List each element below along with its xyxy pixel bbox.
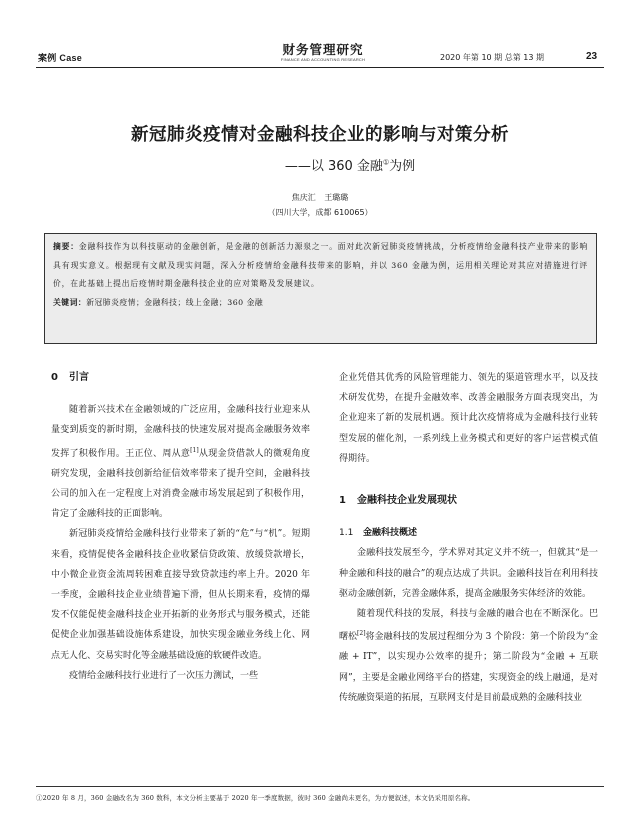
section-heading-1 bbox=[339, 491, 598, 511]
subtitle-text: ——以 360 金融 bbox=[284, 159, 383, 174]
article-title: 新冠肺炎疫情对金融科技企业的影响与对策分析 bbox=[131, 125, 509, 145]
authors: 焦庆汇 王璐璐 bbox=[291, 193, 349, 202]
page-number: 23 bbox=[586, 51, 598, 62]
paragraph-text: 将金融科技的发展过程细分为 3 个阶段：第一个阶段为“金融 + IT”，以实现办公效率的提升；第二阶段为“金融 + 互联网”，主要是金融业网络平台的搭建，实现资金的线上融通，是对传统融资渠道的拓展，互联网支付是目前最成熟的金融科技业 bbox=[339, 632, 598, 703]
subtitle-end: 为例 bbox=[389, 159, 416, 174]
section-label: 案例 Case bbox=[38, 53, 83, 63]
paragraph-text: 随着新兴技术在金融领域的广泛应用，金融科技行业迎来从量变到质变的新时期，金融科技的快速发展对提高金融服务效率发挥了积极作用。王正位、周从意 bbox=[51, 405, 310, 459]
paragraph-text: 随着现代科技的发展，科技与金融的融合也在不断深化。巴曙松 bbox=[339, 609, 598, 643]
article-subtitle bbox=[0, 155, 640, 174]
paragraph bbox=[51, 400, 310, 524]
section-number: 0 bbox=[51, 372, 58, 383]
issue-info: 2020 年第 10 期 总第 13 期 bbox=[440, 53, 544, 62]
spacer bbox=[339, 511, 598, 523]
citation-ref[interactable]: [1] bbox=[190, 446, 199, 454]
section-number: 1 bbox=[339, 495, 346, 507]
body-column-right bbox=[339, 368, 598, 708]
abstract bbox=[53, 238, 588, 294]
abstract-label: 摘要： bbox=[53, 242, 79, 251]
keywords-label: 关键词： bbox=[53, 297, 87, 307]
keywords bbox=[53, 294, 588, 313]
journal-logo-text: 财务管理研究 bbox=[282, 42, 364, 57]
spacer bbox=[339, 469, 598, 491]
spacer bbox=[51, 388, 310, 400]
subsection-title: 金融科技概述 bbox=[363, 528, 418, 539]
footnote: ①2020 年 8 月，360 金融改名为 360 数科，本文分析主要基于 2020 年一季度数据，彼时 360 金融尚未更名，为方便叙述，本文仍采用原名称。 bbox=[36, 794, 475, 802]
abstract-box bbox=[44, 233, 597, 344]
keywords-text: 新冠肺炎疫情；金融科技；线上金融；360 金融 bbox=[86, 297, 264, 307]
citation-ref[interactable]: [2] bbox=[357, 630, 366, 638]
section-heading-0 bbox=[51, 368, 310, 388]
section-title: 引言 bbox=[69, 372, 89, 383]
header-divider bbox=[36, 67, 604, 68]
paragraph: 金融科技发展至今，学术界对其定义并不统一，但就其“是一种金融和科技的融合”的观点达成了共识。金融科技旨在利用科技驱动金融创新，完善金融体系，提高金融服务实体经济的效能。 bbox=[339, 548, 598, 599]
paragraph: 新冠肺炎疫情给金融科技行业带来了新的“危”与“机”。短期来看，疫情促使各金融科技企业收紧信贷政策、放缓贷款增长，中小微企业资金流周转困难直接导致贷款违约率上升。2020 年一季度，金融科技企业业绩普遍下滑，但从长期来看，疫情的爆发不仅能促使金融科技企业开拓新的业务形式与服务模式，还能促使企业加强基础设施体系建设，加快实现金融业务线上化、网点无人化、交易实时化等金融基础设施的软硬件改造。 bbox=[51, 529, 310, 661]
journal-logo-subtext: FINANCE AND ACCOUNTING RESEARCH bbox=[280, 57, 366, 62]
paragraph: 企业凭借其优秀的风险管理能力、领先的渠道管理水平，以及技术研发优势，在提升金融效率、改善金融服务方面表现突出，为企业迎来了新的发展机遇。预计此次疫情将成为金融科技行业转型发展的催化剂，一系列线上业务模式和更好的客户运营模式值得期待。 bbox=[339, 373, 598, 464]
footnote-divider bbox=[36, 786, 604, 787]
section-title: 金融科技企业发展现状 bbox=[357, 495, 457, 507]
affiliation: （四川大学，成都 610065） bbox=[267, 208, 373, 217]
journal-logo bbox=[273, 43, 373, 65]
paragraph-text: 从现金贷借款人的微观角度研究发现，金融科技创新给征信效率带来了提升空间，金融科技公司的加入在一定程度上对消费金融市场发展起到了积极作用，肯定了金融科技的正面影响。 bbox=[51, 448, 310, 520]
subsection-number: 1.1 bbox=[339, 528, 354, 539]
paragraph bbox=[339, 604, 598, 708]
footnote-marker[interactable]: ① bbox=[382, 158, 390, 167]
paragraph: 疫情给金融科技行业进行了一次压力测试，一些 bbox=[69, 670, 259, 681]
subsection-heading-1-1 bbox=[339, 523, 598, 543]
abstract-text: 金融科技作为以科技驱动的金融创新，是金融的创新活力源泉之一。面对此次新冠肺炎疫情挑战，分析疫情给金融科技产业带来的影响具有现实意义。根据现有文献及现实问题，深入分析疫情给金融科技带来的影响，并以 360 金融为例，运用相关理论对其应对措施进行评价，在此基础上提出后疫情时期金融科技企业的应对策略及发展建议。 bbox=[53, 242, 588, 289]
body-column-left bbox=[51, 368, 310, 686]
